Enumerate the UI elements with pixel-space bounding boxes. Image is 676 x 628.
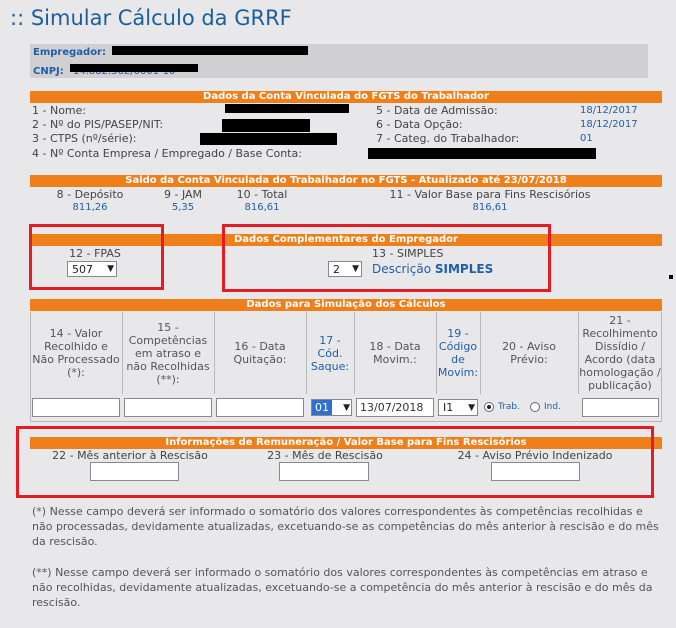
ctps-label: 3 - CTPS (nº/série): (32, 132, 137, 145)
cod-movim-value: I1 (443, 401, 454, 414)
col-header-18: 18 - Data Movim.: (354, 312, 437, 394)
descricao-value: SIMPLES (434, 262, 494, 276)
note-2: (**) Nesse campo deverá ser informado o somatório dos valores correspondentes às competências em atraso e não recolhidas, devidamente atualizadas, excetuando-se a competência do mês anterior à rescisão e do mês da rescisão. (32, 566, 653, 609)
col-header-16: 16 - Data Quitação: (214, 312, 307, 394)
categ-label: 7 - Categ. do Trabalhador: (376, 132, 520, 145)
cnpj-redacted (70, 64, 198, 72)
fpas-value: 507 (72, 262, 93, 276)
aviso-trab-label: Trab. (498, 402, 520, 412)
deposito-value: 811,26 (72, 202, 108, 213)
total-label: 10 - Total (236, 188, 288, 201)
chevron-down-icon: ▼ (343, 402, 350, 413)
col-header-14: 14 - Valor Recolhido e Não Processado (*): (30, 312, 123, 394)
col-header-21: 21 - Recolhimento Dissídio / Acordo (data homologação / publicação) (579, 314, 661, 392)
total-value: 816,61 (244, 202, 280, 213)
nome-redacted (225, 104, 349, 113)
pis-redacted (222, 119, 310, 132)
descricao-label: Descrição (372, 262, 432, 276)
note-1: (*) Nesse campo deverá ser informado o somatório dos valores correspondentes às competências recolhidas e não processadas, devidamente atualizadas, excetuando-se as competências do mês anterior à rescisão e do mês da rescisão. (32, 505, 659, 548)
mes-anterior-label: 22 - Mês anterior à Rescisão (52, 449, 208, 462)
valor-recolhido-input[interactable] (32, 398, 120, 417)
chevron-down-icon: ▼ (352, 264, 359, 274)
simples-value: 2 (333, 262, 340, 276)
col-header-15: 15 - Competências em atraso e não Recolhidas (**): (122, 312, 215, 394)
nome-label: 1 - Nome: (32, 104, 87, 117)
pis-label: 2 - Nº do PIS/PASEP/NIT: (32, 118, 164, 131)
col-header-17: 17 - Cód. Saque: (306, 312, 355, 394)
aviso-ind-radio[interactable] (530, 402, 540, 412)
highlight-complementares (222, 224, 551, 292)
ctps-redacted (200, 133, 337, 145)
recolhimento-dissidio-input[interactable] (582, 398, 659, 417)
conta-empresa-redacted (368, 148, 596, 159)
saldo-section-header: Saldo da Conta Vinculada do Trabalhador no FGTS - Atualizado até 23/07/2018 (30, 175, 662, 187)
highlight-remuneracao (16, 426, 654, 498)
opcao-label: 6 - Data Opção: (376, 118, 463, 131)
jam-label: 9 - JAM (163, 188, 203, 201)
empregador-label: Empregador: (33, 47, 106, 58)
mes-rescisao-label: 23 - Mês de Rescisão (267, 449, 383, 462)
competencias-atraso-input[interactable] (124, 398, 212, 417)
conta-section-header: Dados da Conta Vinculada do FGTS do Trabalhador (30, 91, 662, 103)
col-header-20: 20 - Aviso Prévio: (480, 312, 579, 394)
data-movim-input[interactable]: 13/07/2018 (356, 398, 434, 417)
aviso-indenizado-label: 24 - Aviso Prévio Indenizado (457, 449, 613, 462)
col-header-19: 19 - Código de Movim: (436, 312, 481, 394)
opcao-value: 18/12/2017 (580, 119, 638, 130)
complementares-section-header: Dados Complementares do Empregador (30, 234, 662, 246)
simulacao-section-header: Dados para Simulação dos Cálculos (30, 299, 662, 311)
remuneracao-section-header: Informações de Remuneração / Valor Base para Fins Rescisórios (30, 437, 662, 449)
stray-dot (669, 275, 673, 279)
aviso-ind-label: Ind. (543, 402, 561, 412)
simples-label: 13 - SIMPLES (372, 247, 444, 260)
empregador-redacted (112, 46, 308, 55)
cod-saque-select[interactable] (311, 399, 352, 416)
categ-value: 01 (580, 133, 593, 144)
jam-value: 5,35 (171, 202, 195, 213)
fpas-label: 12 - FPAS (69, 247, 121, 260)
deposito-label: 8 - Depósito (56, 188, 124, 201)
aviso-trab-radio[interactable] (484, 402, 494, 412)
data-quitacao-input[interactable] (216, 398, 304, 417)
valor-base-label: 11 - Valor Base para Fins Rescisórios (389, 188, 591, 201)
chevron-down-icon: ▼ (107, 264, 114, 274)
valor-base-value: 816,61 (472, 202, 508, 213)
cod-movim-select[interactable] (438, 399, 478, 416)
admissao-label: 5 - Data de Admissão: (376, 104, 498, 117)
chevron-down-icon: ▼ (468, 402, 475, 413)
highlight-fpas (29, 224, 164, 290)
conta-empresa-label: 4 - Nº Conta Empresa / Empregado / Base Conta: (32, 147, 302, 160)
cod-saque-value: 01 (312, 400, 332, 415)
aviso-previo-radio-group (484, 402, 561, 412)
page-title: :: Simular Cálculo da GRRF (10, 6, 292, 30)
admissao-value: 18/12/2017 (580, 105, 638, 116)
cnpj-label: CNPJ: (33, 66, 64, 77)
